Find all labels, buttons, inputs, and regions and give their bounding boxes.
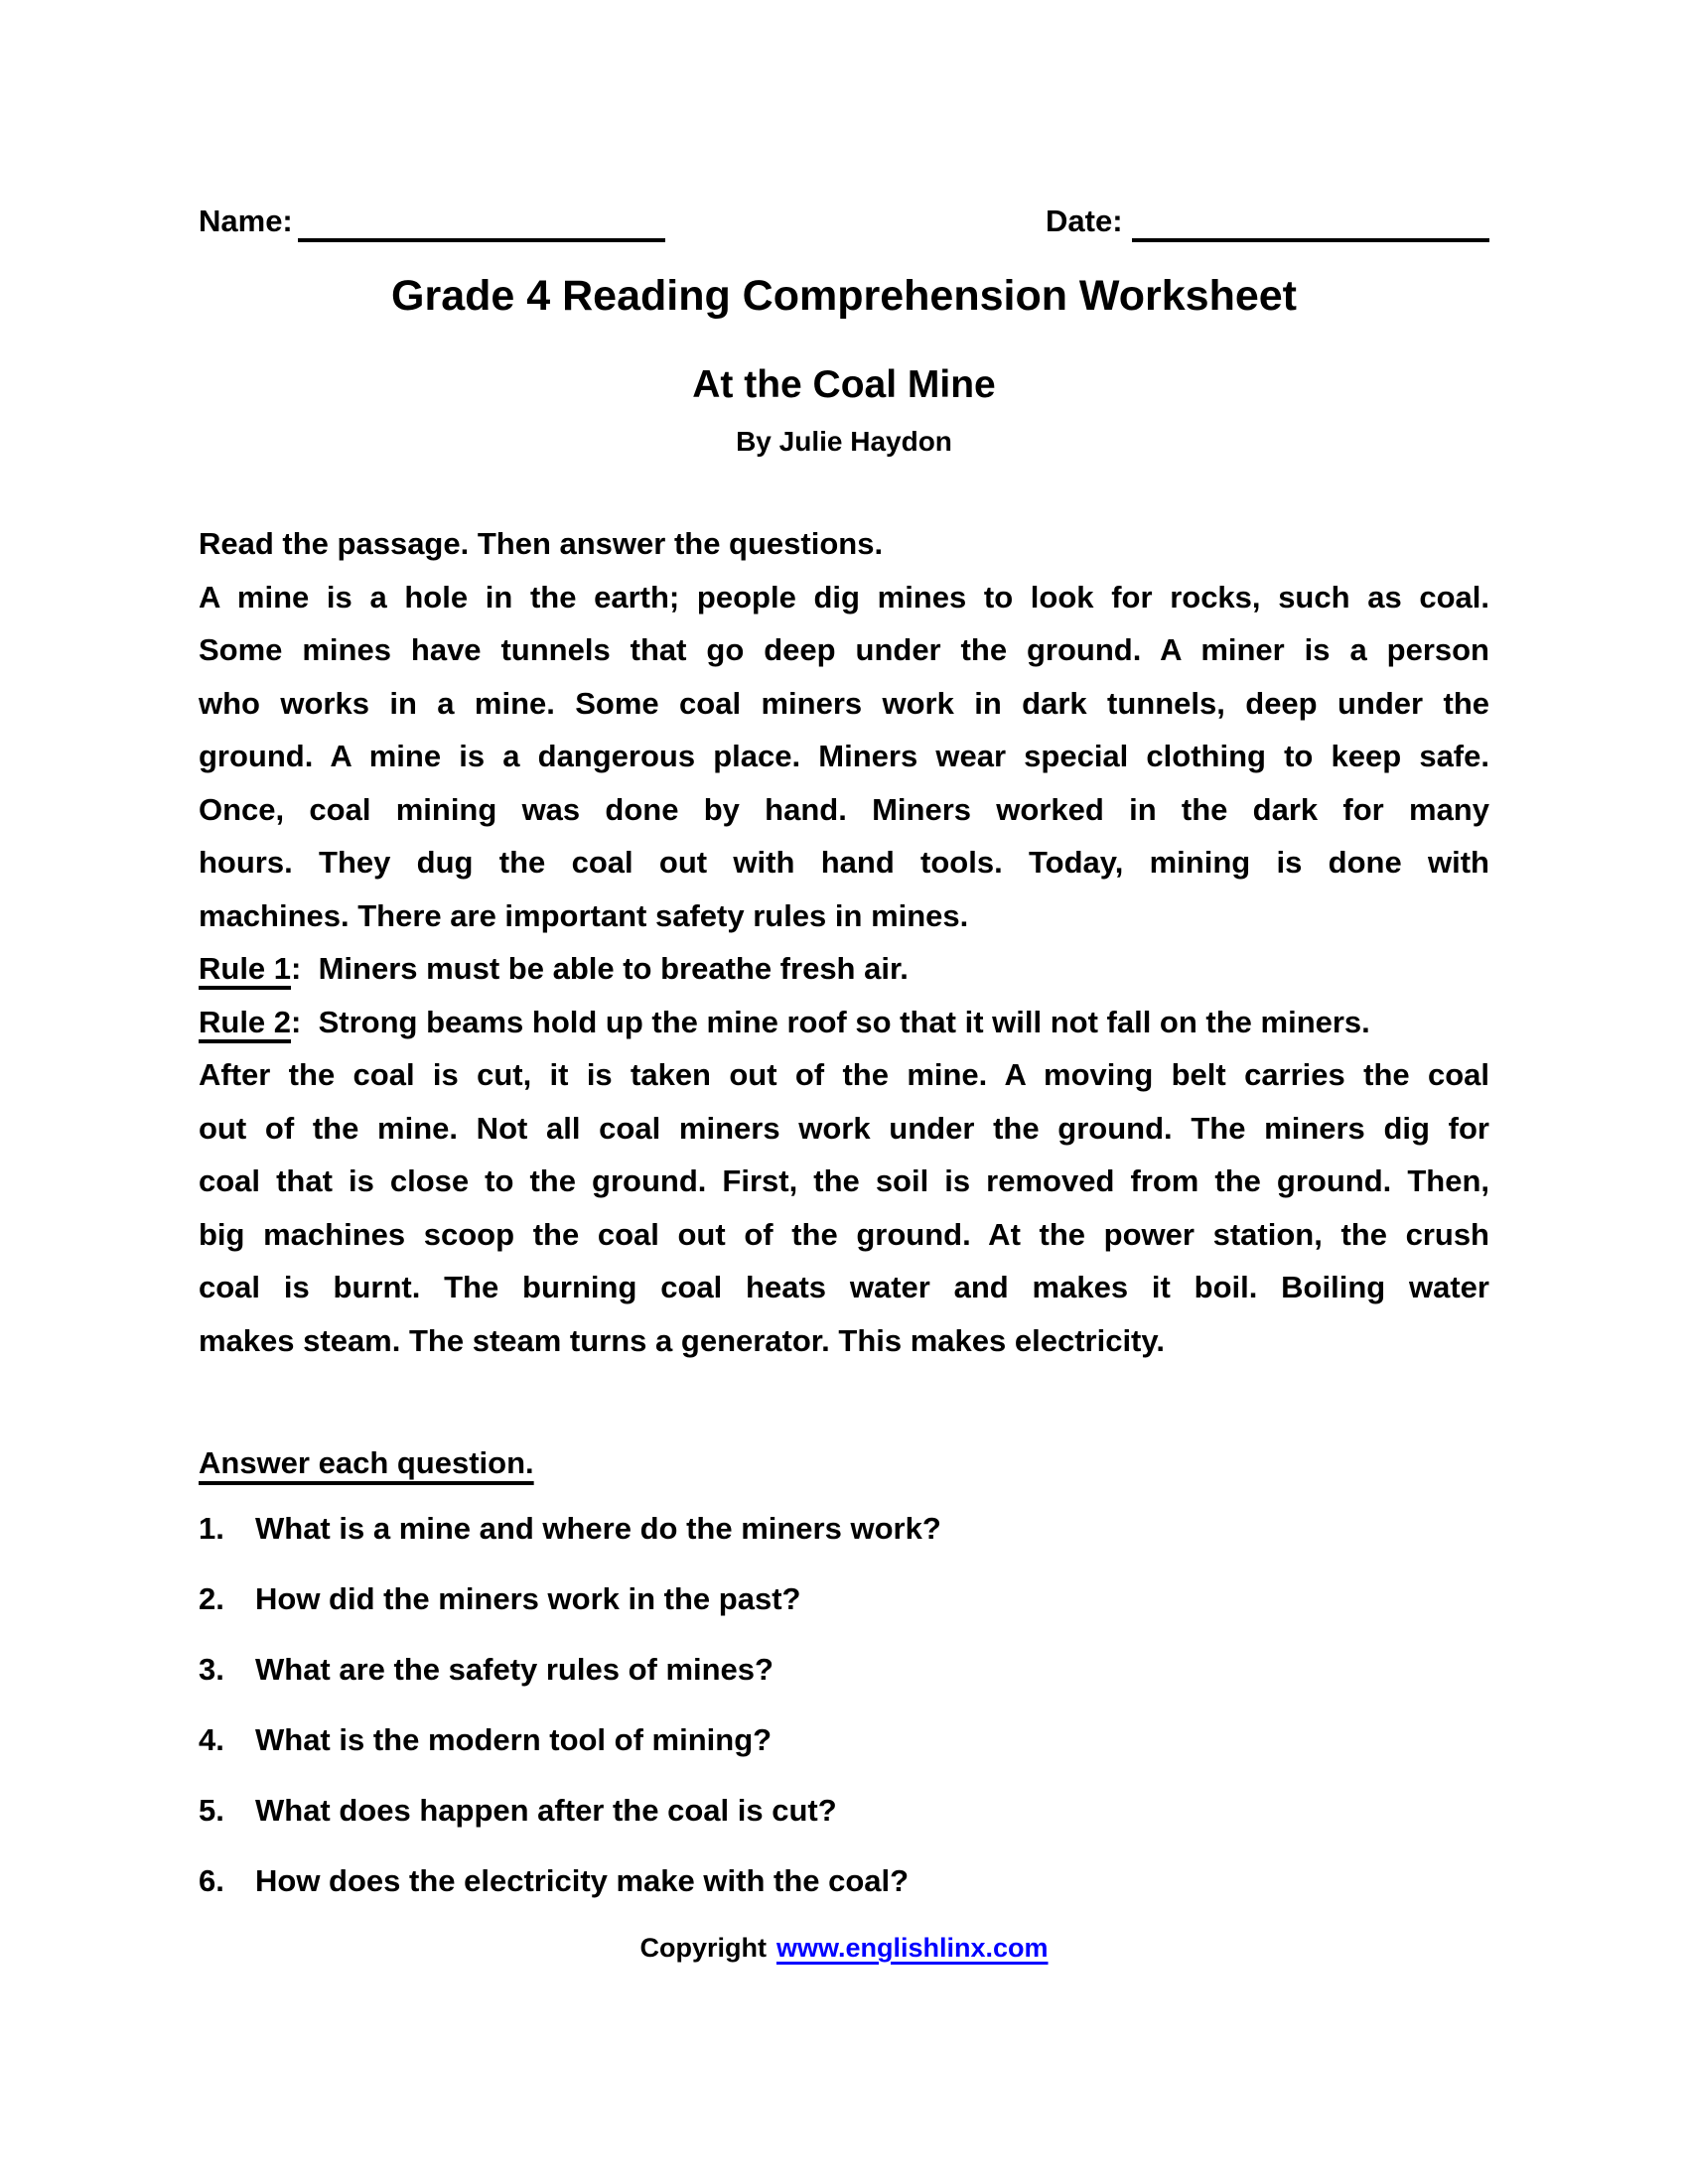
question-list [199,1510,1489,1933]
passage-line: coal that is close to the ground. First, the soil is removed from the ground. Then, [199,1163,1489,1198]
question-number: 1. [199,1511,224,1546]
question-number: 6. [199,1863,224,1898]
passage-instructions: Read the passage. Then answer the questions. [199,526,884,561]
rule-2-text: : Strong beams hold up the mine roof so that it will not fall on the miners. [291,1004,1370,1039]
rule-1-text: : Miners must be able to breathe fresh air. [291,951,909,986]
passage-line: big machines scoop the coal out of the ground. At the power station, the crush [199,1216,1489,1252]
passage-line: machines. There are important safety rules in mines. [199,897,969,933]
passage-rule-2-line [199,996,1489,1049]
passage-rule-1-line [199,942,1489,996]
question-number: 4. [199,1722,224,1757]
question-text: What are the safety rules of mines? [255,1652,774,1687]
passage-line: ground. A mine is a dangerous place. Miners wear special clothing to keep safe. [199,739,1489,773]
passage-line: Once, coal mining was done by hand. Miners worked in the dark for many [199,791,1489,827]
question-item-5 [199,1792,1489,1862]
byline: By Julie Haydon [736,426,952,457]
question-number: 3. [199,1652,224,1687]
story-title: At the Coal Mine [692,363,996,406]
question-number: 2. [199,1581,224,1616]
question-number: 5. [199,1793,224,1828]
passage-line: makes steam. The steam turns a generator. This makes electricity. [199,1322,1165,1358]
passage-line: hours. They dug the coal out with hand tools. Today, mining is done with [199,845,1489,880]
date-label: Date: [1046,204,1123,238]
copyright-link[interactable]: www.englishlinx.com [775,1933,1049,1963]
question-text: What is the modern tool of mining? [255,1722,773,1757]
passage-line: out of the mine. Not all coal miners work under the ground. The miners dig for [199,1110,1489,1146]
date-blank-line [1132,238,1489,242]
question-text: What is a mine and where do the miners work? [255,1511,941,1546]
passage [199,517,1489,1367]
question-item-3 [199,1651,1489,1721]
question-text: How does the electricity make with the coal? [255,1863,910,1898]
rule-1-label: Rule 1 [199,951,292,986]
name-blank-line [298,238,665,242]
passage-line: After the coal is cut, it is taken out of the mine. A moving belt carries the coal [199,1057,1489,1092]
question-item-6 [199,1862,1489,1933]
question-item-4 [199,1721,1489,1792]
worksheet-title: Grade 4 Reading Comprehension Worksheet [391,272,1297,320]
question-text: What does happen after the coal is cut? [255,1793,837,1828]
passage-line: who works in a mine. Some coal miners work in dark tunnels, deep under the [199,685,1489,721]
copyright-line [0,1933,1688,1964]
answer-heading: Answer each question. [199,1445,534,1480]
question-item-2 [199,1580,1489,1651]
passage-line: coal is burnt. The burning coal heats water and makes it boil. Boiling water [199,1270,1489,1304]
rule-2-label: Rule 2 [199,1004,292,1039]
passage-line: Some mines have tunnels that go deep under the ground. A miner is a person [199,632,1489,667]
passage-line: A mine is a hole in the earth; people dig mines to look for rocks, such as coal. [199,579,1489,614]
question-item-1 [199,1510,1489,1580]
header-row [199,203,1489,252]
question-text: How did the miners work in the past? [255,1581,801,1616]
name-label: Name: [199,204,293,238]
copyright-label: Copyright [639,1933,767,1963]
